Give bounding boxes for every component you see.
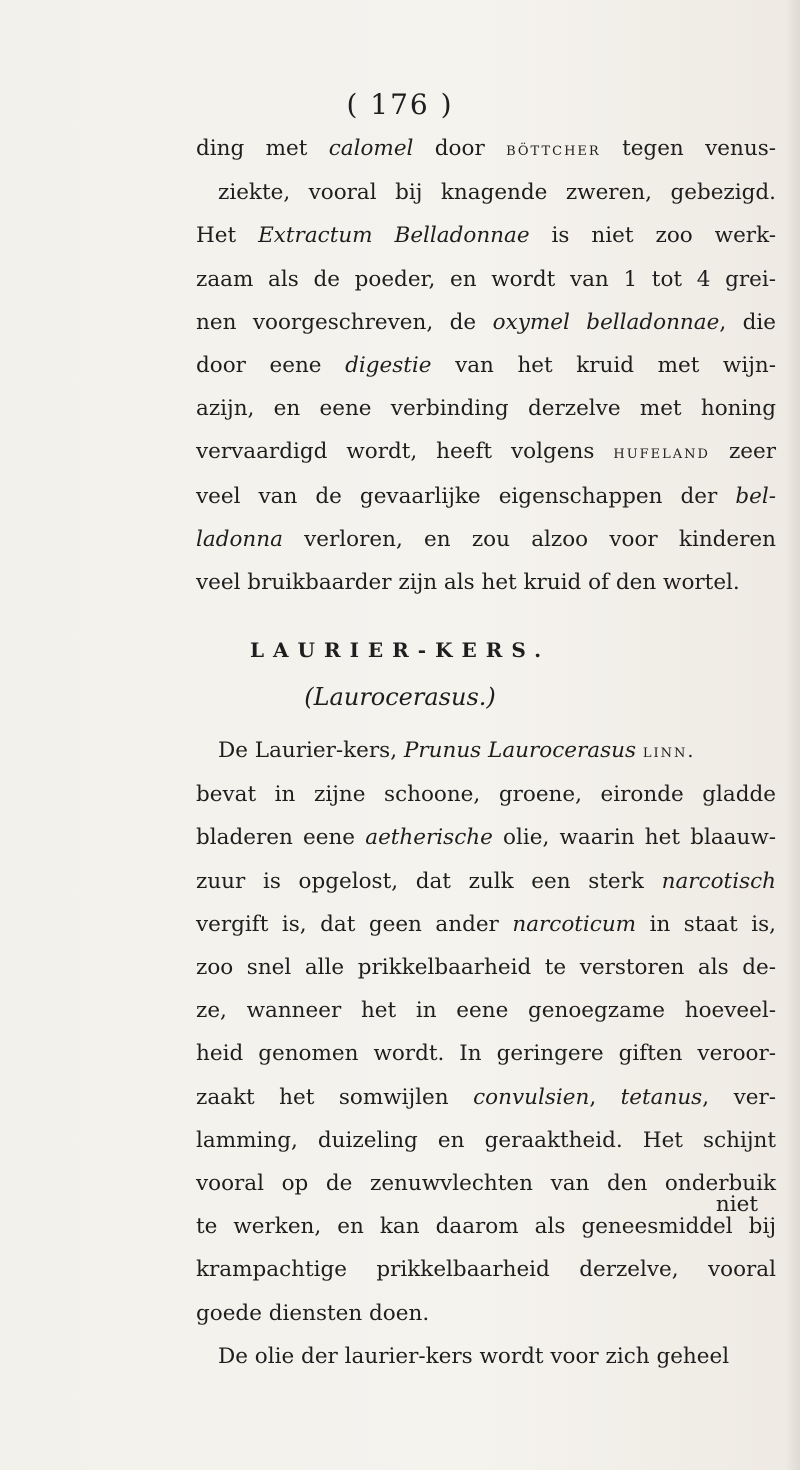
italic-term: calomel [328, 136, 414, 161]
text-run: goede diensten doen. [196, 1300, 430, 1326]
text-run: , ver- [702, 1084, 776, 1110]
italic-term: Prunus Laurocerasus [403, 738, 636, 763]
italic-term: Extractum Belladonnae [258, 223, 530, 249]
text-run: door eene [196, 353, 346, 379]
italic-term: narcotisch [661, 868, 776, 894]
italic-term: tetanus [620, 1084, 703, 1110]
text-run: vooral op de zenuwvlechten van den onderbuik [196, 1171, 776, 1197]
text-line [196, 816, 776, 859]
text-run: te werken, en kan daarom als geneesmiddel bij [196, 1214, 776, 1240]
text-line [196, 1205, 776, 1248]
text-run: is niet zoo werk- [529, 223, 776, 249]
text-run: verloren, en zou alzoo voor kinderen [282, 526, 776, 552]
text-line [196, 1292, 776, 1335]
text-run: azijn, en eene verbinding derzelve met honing [196, 396, 776, 422]
text-run: ze, wanneer het in eene genoegzame hoeveel- [196, 998, 776, 1024]
text-line [196, 729, 776, 773]
italic-term: convulsien [473, 1084, 590, 1110]
text-run [636, 738, 643, 763]
text-run: De olie der laurier-kers wordt voor zich geheel [218, 1343, 730, 1369]
text-run: De Laurier-kers, [218, 738, 404, 763]
text-run: veel bruikbaarder zijn als het kruid of den wortel. [196, 570, 740, 596]
text-run: zoo snel alle prikkelbaarheid te verstoren als de- [196, 955, 776, 981]
italic-term: digestie [345, 353, 432, 379]
section-title: LAURIER-KERS. [249, 638, 551, 662]
text-run: veel van de gevaarlijke eigenschappen der [196, 483, 736, 509]
text-run: heid genomen wordt. In geringere giften veroor- [196, 1041, 776, 1067]
text-run: door [413, 136, 507, 161]
text-run: tegen venus- [600, 136, 776, 161]
text-line [196, 1248, 776, 1291]
text-run: vergift is, dat geen ander [196, 911, 513, 937]
italic-term: narcoticum [512, 911, 637, 937]
text-line [196, 1076, 776, 1119]
italic-term: oxymel belladonnae [492, 309, 720, 335]
text-line [196, 344, 776, 387]
text-line [196, 989, 776, 1032]
paragraph-laurier-kers [196, 729, 776, 1378]
text-line [196, 301, 776, 344]
catchword: niet [715, 1192, 758, 1217]
text-run: zaakt het somwijlen [196, 1084, 474, 1110]
text-run: nen voorgeschreven, de [196, 309, 493, 335]
page-edge-shadow [786, 0, 800, 1470]
text-run: bladeren eene [196, 825, 366, 851]
text-line [196, 946, 776, 989]
text-line [196, 127, 776, 171]
text-line [196, 561, 776, 604]
text-run: ding met [196, 136, 329, 161]
paragraph-belladonna [196, 127, 776, 604]
text-line [196, 773, 776, 816]
text-line [196, 214, 776, 257]
text-line [196, 387, 776, 430]
section-subtitle: (Laurocerasus.) [304, 683, 496, 711]
text-line [196, 903, 776, 946]
text-run: , die [719, 309, 776, 335]
text-run: Het [196, 223, 259, 249]
text-run: krampachtige prikkelbaarheid derzelve, vooral [196, 1257, 776, 1283]
small-caps-name: linn. [642, 740, 696, 762]
text-run: zuur is opgelost, dat zulk een sterk [196, 868, 662, 894]
text-run: bevat in zijne schoone, groene, eironde gladde [196, 782, 776, 808]
small-caps-name: hufeland [613, 441, 710, 464]
text-run: zeer [709, 439, 777, 465]
text-run: lamming, duizeling en geraaktheid. Het schijnt [196, 1127, 776, 1153]
text-line [196, 1335, 776, 1378]
text-line [196, 1162, 776, 1205]
text-run: , [589, 1084, 621, 1110]
italic-term: bel- [735, 483, 776, 509]
text-line [196, 1119, 776, 1162]
text-run: zaam als de poeder, en wordt van 1 tot 4 grei- [196, 266, 776, 292]
text-line [196, 860, 776, 903]
text-line [196, 518, 776, 561]
text-run: van het kruid met wijn- [431, 353, 776, 379]
italic-term: aetherische [365, 825, 493, 851]
text-line [196, 1032, 776, 1075]
text-run: vervaardigd wordt, heeft volgens [196, 439, 614, 465]
text-run: olie, waarin het blaauw- [492, 825, 776, 851]
text-run: in staat is, [636, 911, 776, 937]
page-number: ( 176 ) [346, 88, 454, 121]
text-line [196, 171, 776, 214]
italic-term: ladonna [196, 526, 283, 552]
small-caps-name: böttcher [506, 138, 601, 160]
text-line [196, 430, 776, 474]
text-line [196, 258, 776, 301]
text-run: ziekte, vooral bij knagende zweren, gebezigd. [218, 180, 776, 206]
text-line [196, 475, 776, 518]
